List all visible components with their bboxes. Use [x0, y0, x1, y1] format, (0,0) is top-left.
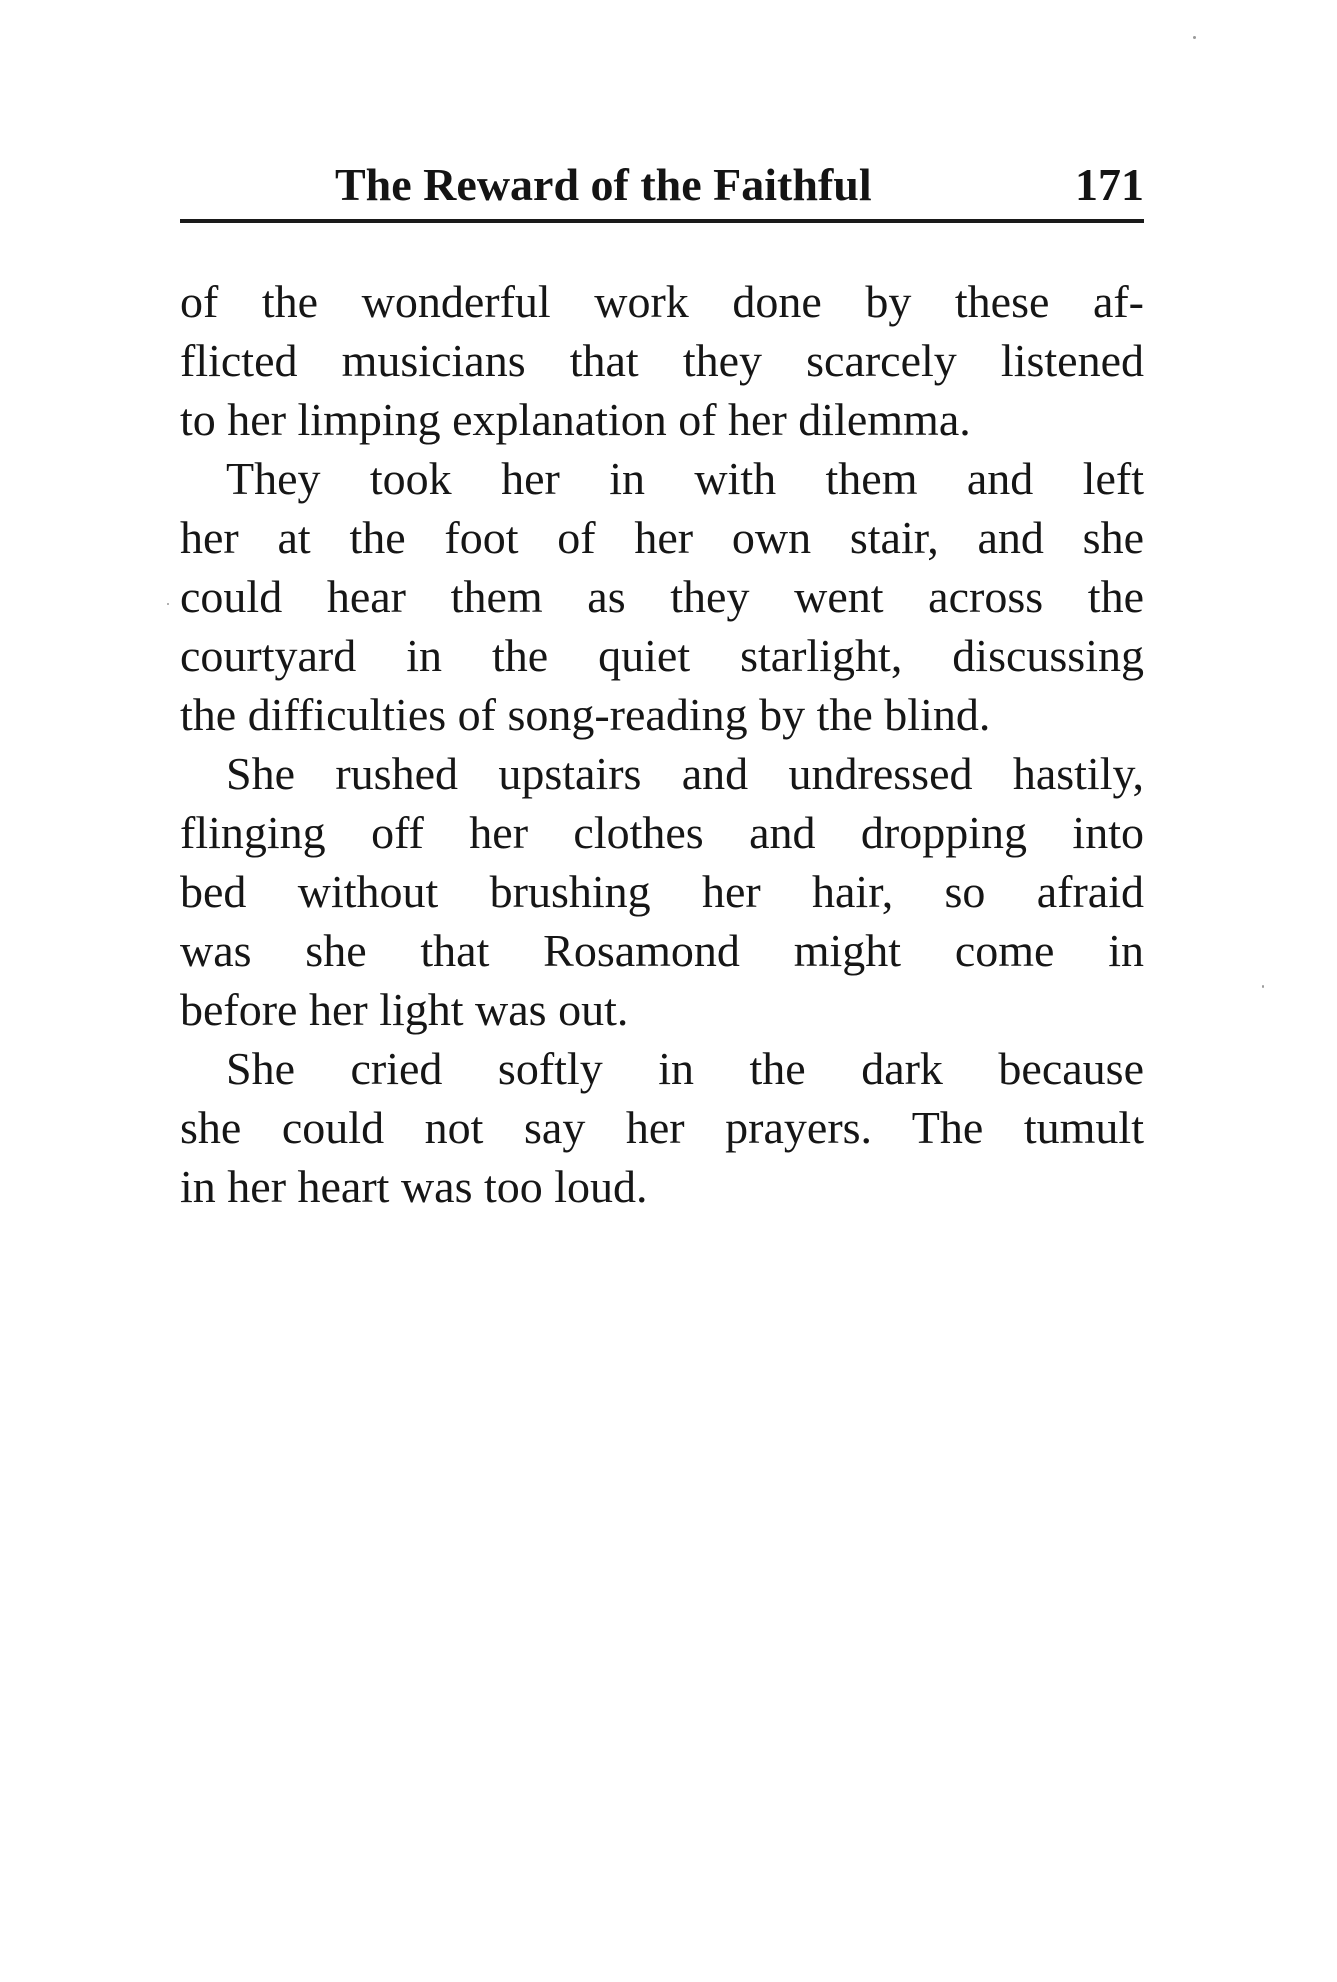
running-head [180, 150, 1144, 218]
text-line: bed without brushing her hair, so afraid [180, 866, 1144, 917]
paragraph-3 [180, 744, 1144, 1039]
text-line: flicted musicians that they scarcely listened [180, 335, 1144, 386]
text-line: She cried softly in the dark because [226, 1043, 1144, 1094]
text-line: the difficulties of song-reading by the blind. [180, 689, 991, 740]
text-line: she could not say her prayers. The tumult [180, 1102, 1144, 1153]
scan-speck [1262, 985, 1264, 988]
body-text [180, 272, 1144, 1216]
paragraph-4 [180, 1039, 1144, 1216]
running-head-title: The Reward of the Faithful [335, 159, 872, 210]
text-line: She rushed upstairs and undressed hastily, [226, 748, 1144, 799]
text-line: of the wonderful work done by these af- [180, 276, 1144, 327]
paragraph-2 [180, 449, 1144, 744]
text-line: could hear them as they went across the [180, 571, 1144, 622]
text-line: flinging off her clothes and dropping into [180, 807, 1144, 858]
text-line: her at the foot of her own stair, and she [180, 512, 1144, 563]
text-line: was she that Rosamond might come in [180, 925, 1144, 976]
scan-speck [167, 603, 169, 605]
header-rule [180, 219, 1144, 223]
text-line: courtyard in the quiet starlight, discussing [180, 630, 1144, 681]
text-line: to her limping explanation of her dilemma. [180, 394, 971, 445]
text-line: before her light was out. [180, 984, 629, 1035]
page-number: 171 [1075, 159, 1144, 210]
text-line: They took her in with them and left [226, 453, 1144, 504]
paragraph-1 [180, 272, 1144, 449]
text-line: in her heart was too loud. [180, 1161, 648, 1212]
scan-speck [1193, 36, 1196, 39]
